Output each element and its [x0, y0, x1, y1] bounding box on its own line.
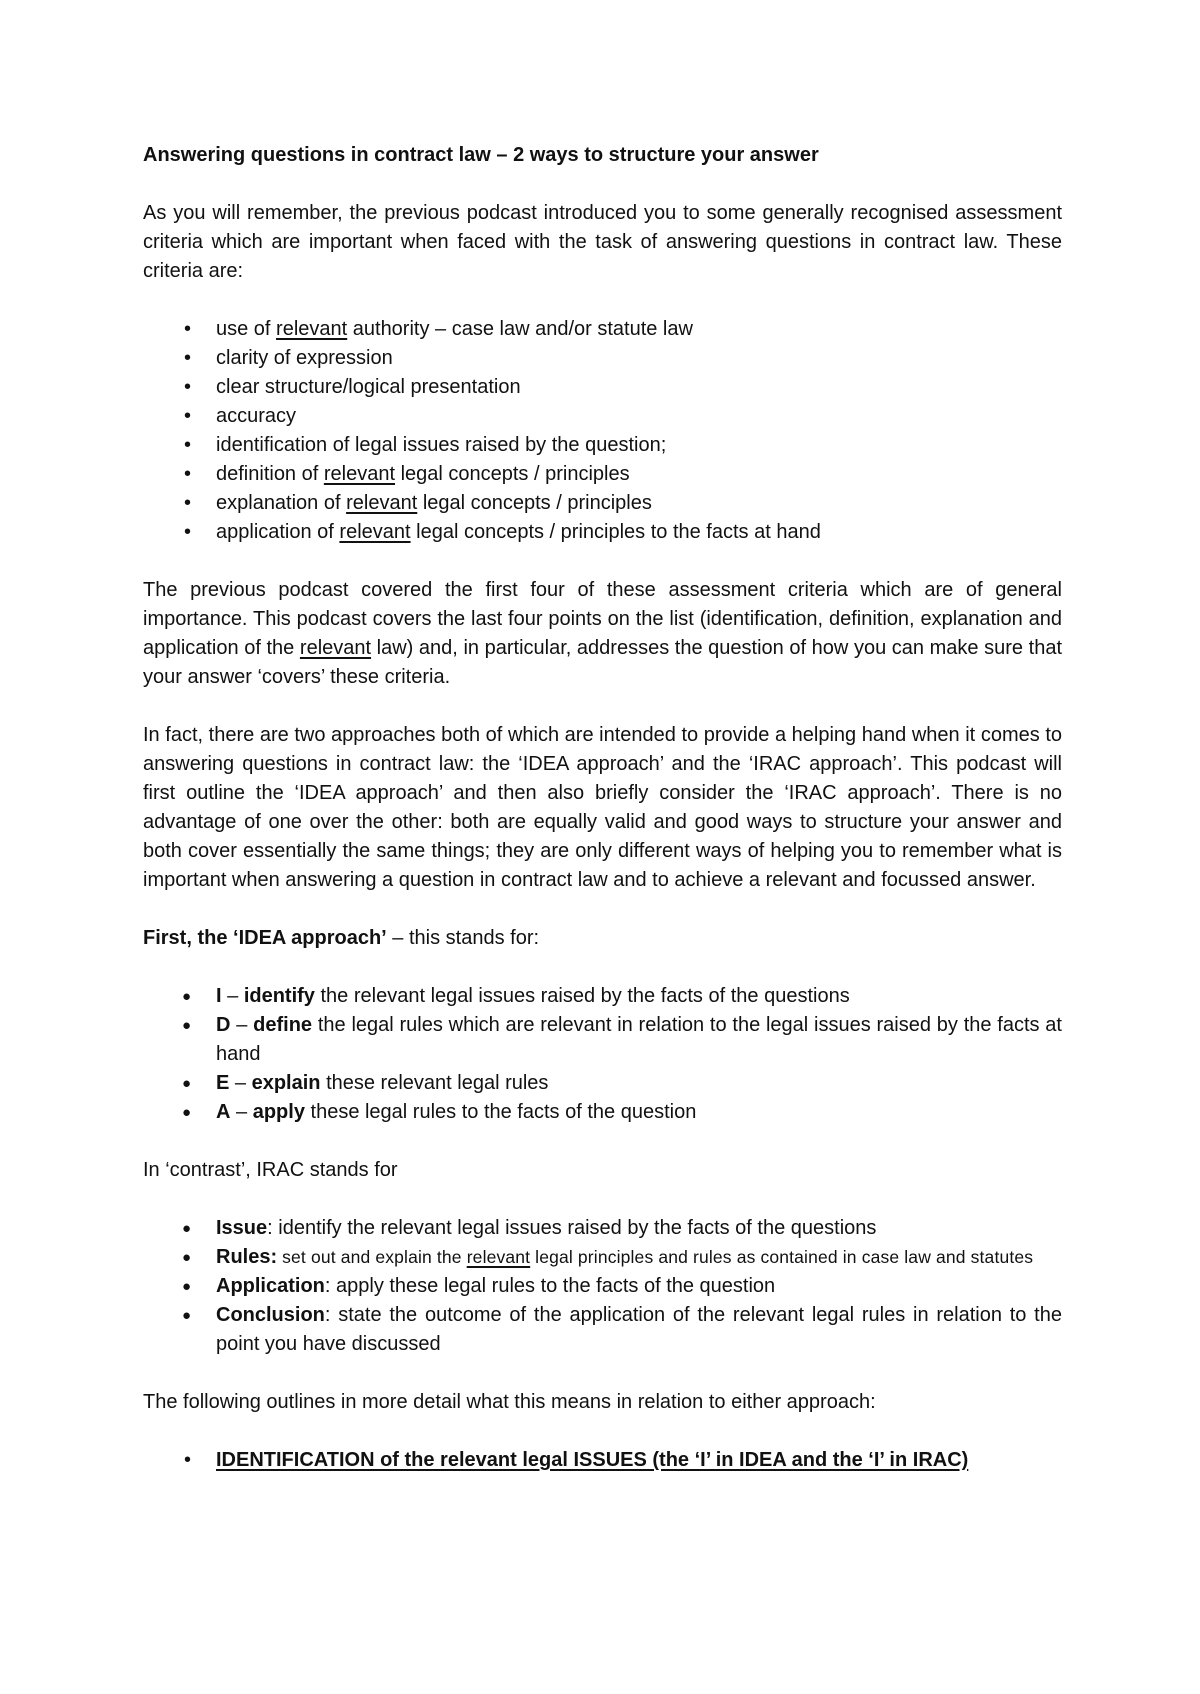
idea-heading: First, the ‘IDEA approach’ – this stands for:: [143, 927, 540, 949]
paragraph-previous-podcast: The previous podcast covered the first four of these assessment criteria which are of general importance. This podcast covers the last four points on the list (identification, definition, explanation and application of the relevant law) and, in particular, addresses the question of how you can make sure that your answer ‘covers’ these criteria.: [143, 579, 1063, 688]
irac-item: ● Issue: identify the relevant legal issues raised by the facts of the questions: [143, 1214, 1062, 1243]
irac-heading: In ‘contrast’, IRAC stands for: [143, 1159, 398, 1181]
criteria-item: • use of relevant authority – case law and/or statute law: [143, 315, 1062, 344]
irac-item: ● Rules: set out and explain the relevant legal principles and rules as contained in case law and statutes: [143, 1243, 1062, 1272]
irac-list: [143, 1214, 1062, 1359]
idea-item: ● E – explain these relevant legal rules: [143, 1069, 1062, 1098]
section-heading-identification: • IDENTIFICATION of the relevant legal ISSUES (the ‘I’ in IDEA and the ‘I’ in IRAC): [143, 1446, 1062, 1475]
criteria-item: • application of relevant legal concepts / principles to the facts at hand: [143, 518, 1062, 547]
irac-item: ● Application: apply these legal rules to the facts of the question: [143, 1272, 1062, 1301]
idea-item: ● A – apply these legal rules to the facts of the question: [143, 1098, 1062, 1127]
criteria-item: • identification of legal issues raised by the question;: [143, 431, 1062, 460]
section-list: [143, 1446, 1062, 1475]
document-title: Answering questions in contract law – 2 ways to structure your answer: [143, 144, 819, 166]
criteria-item: • accuracy: [143, 402, 1062, 431]
criteria-item: • clear structure/logical presentation: [143, 373, 1062, 402]
criteria-item: • clarity of expression: [143, 344, 1062, 373]
criteria-item: • definition of relevant legal concepts / principles: [143, 460, 1062, 489]
idea-item: ● D – define the legal rules which are relevant in relation to the legal issues raised by the facts at hand: [143, 1011, 1062, 1069]
criteria-item: • explanation of relevant legal concepts / principles: [143, 489, 1062, 518]
paragraph-following-outlines: The following outlines in more detail what this means in relation to either approach:: [143, 1391, 876, 1413]
document-page: [143, 141, 1062, 1475]
criteria-list: [143, 315, 1062, 547]
idea-list: [143, 982, 1062, 1127]
irac-item: ● Conclusion: state the outcome of the application of the relevant legal rules in relation to the point you have discussed: [143, 1301, 1062, 1359]
idea-item: ● I – identify the relevant legal issues raised by the facts of the questions: [143, 982, 1062, 1011]
paragraph-two-approaches: In fact, there are two approaches both of which are intended to provide a helping hand when it comes to answering questions in contract law: the ‘IDEA approach’ and the ‘IRAC approach’. This podcast will first outline the ‘IDEA approach’ and then also briefly consider the ‘IRAC approach’. There is no advantage of one over the other: both are equally valid and good ways to structure your answer and both cover essentially the same things; they are only different ways of helping you to remember what is important when answering a question in contract law and to achieve a relevant and focussed answer.: [143, 724, 1062, 891]
intro-paragraph: As you will remember, the previous podcast introduced you to some generally recognised assessment criteria which are important when faced with the task of answering questions in contract law. These criteria are:: [143, 202, 1062, 282]
